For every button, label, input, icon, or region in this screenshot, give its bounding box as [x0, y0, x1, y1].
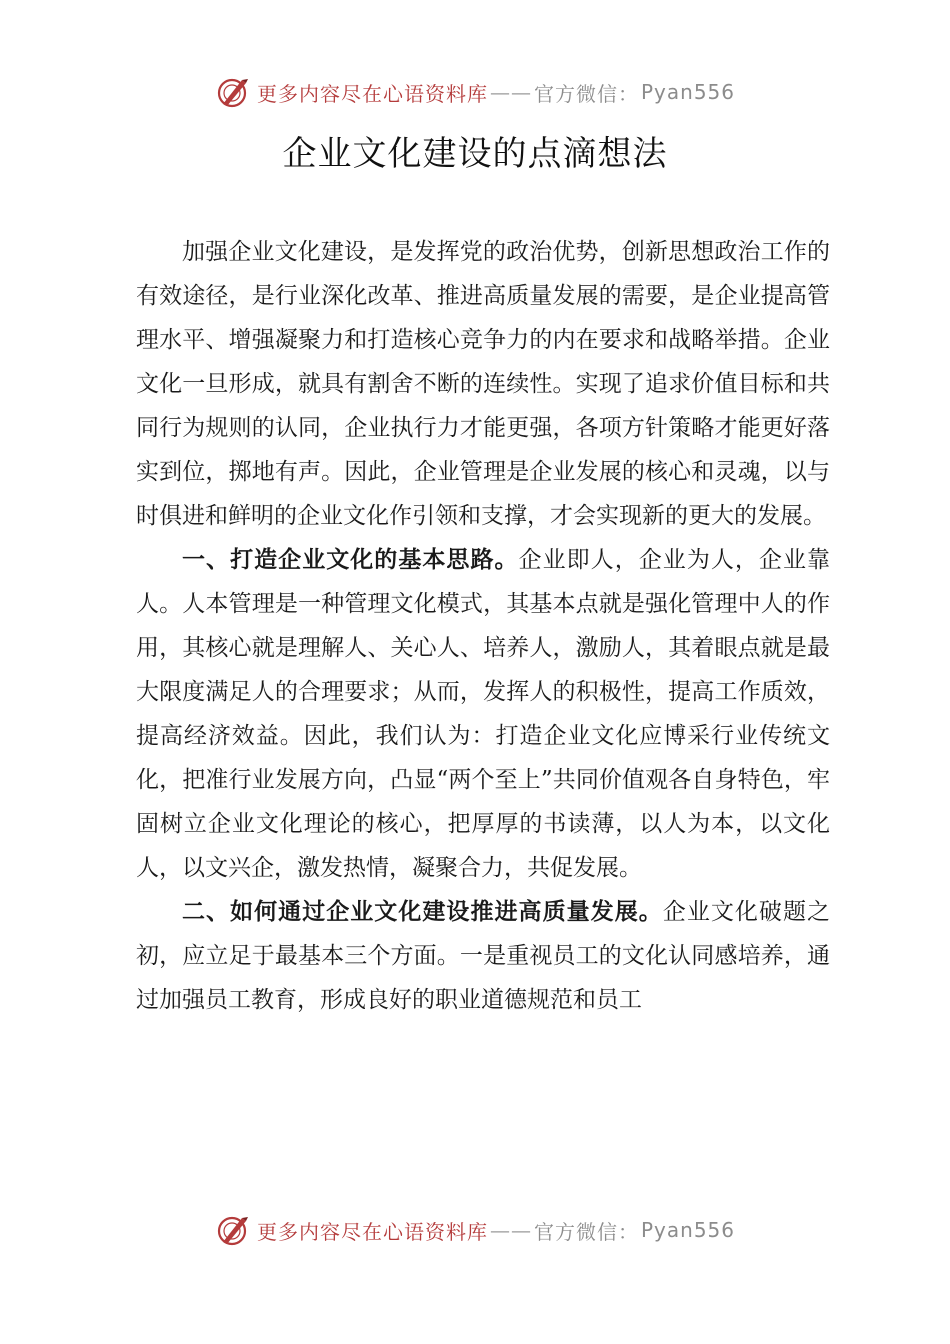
pen-logo-icon: [215, 1212, 251, 1248]
header-watermark-banner: [0, 72, 950, 112]
section-2-heading: 二、如何通过企业文化建设推进高质量发展。: [182, 899, 663, 925]
footer-watermark-banner: [0, 1210, 950, 1250]
watermark-wechat-id: Pyan556: [640, 1218, 735, 1242]
watermark-dash: ——: [489, 1218, 532, 1242]
paragraph-section-2: [136, 890, 830, 1022]
watermark-wechat-label: 官方微信：: [533, 1219, 639, 1244]
document-body: [136, 230, 830, 1022]
paragraph-intro: [136, 230, 830, 538]
watermark-promo-text: 更多内容尽在心语资料库: [256, 81, 488, 106]
watermark-text: [257, 78, 735, 107]
pen-logo-icon: [215, 74, 251, 110]
watermark-promo-text: 更多内容尽在心语资料库: [256, 1219, 488, 1244]
watermark-wechat-label: 官方微信：: [533, 81, 639, 106]
paragraph-intro-text: 加强企业文化建设，是发挥党的政治优势，创新思想政治工作的有效途径，是行业深化改革、推进高质量发展的需要，是企业提高管理水平、增强凝聚力和打造核心竞争力的内在要求和战略举措。企业文化一旦形成，就具有割舍不断的连续性。实现了追求价值目标和共同行为规则的认同，企业执行力才能更强，各项方针策略才能更好落实到位，掷地有声。因此，企业管理是企业发展的核心和灵魂，以与时俱进和鲜明的企业文化作引领和支撑，才会实现新的更大的发展。: [136, 239, 830, 529]
watermark-dash: ——: [489, 80, 532, 104]
watermark-wechat-id: Pyan556: [640, 80, 735, 104]
watermark-text: [257, 1216, 735, 1245]
paragraph-section-1: [136, 538, 830, 890]
document-title: 企业文化建设的点滴想法: [282, 134, 668, 174]
section-1-text: 企业即人，企业为人，企业靠人。人本管理是一种管理文化模式，其基本点就是强化管理中人的作用，其核心就是理解人、关心人、培养人，激励人，其着眼点就是最大限度满足人的合理要求；从而，发挥人的积极性，提高工作质效，提高经济效益。因此，我们认为：打造企业文化应博采行业传统文化，把准行业发展方向，凸显“两个至上”共同价值观各自身特色，牢固树立企业文化理论的核心，把厚厚的书读薄，以人为本，以文化人，以文兴企，激发热情，凝聚合力，共促发展。: [136, 547, 831, 881]
section-2-text: 企业文化破题之初，应立足于最基本三个方面。一是重视员工的文化认同感培养，通过加强员工教育，形成良好的职业道德规范和员工: [136, 899, 831, 1013]
section-1-heading: 一、打造企业文化的基本思路。: [182, 547, 519, 573]
